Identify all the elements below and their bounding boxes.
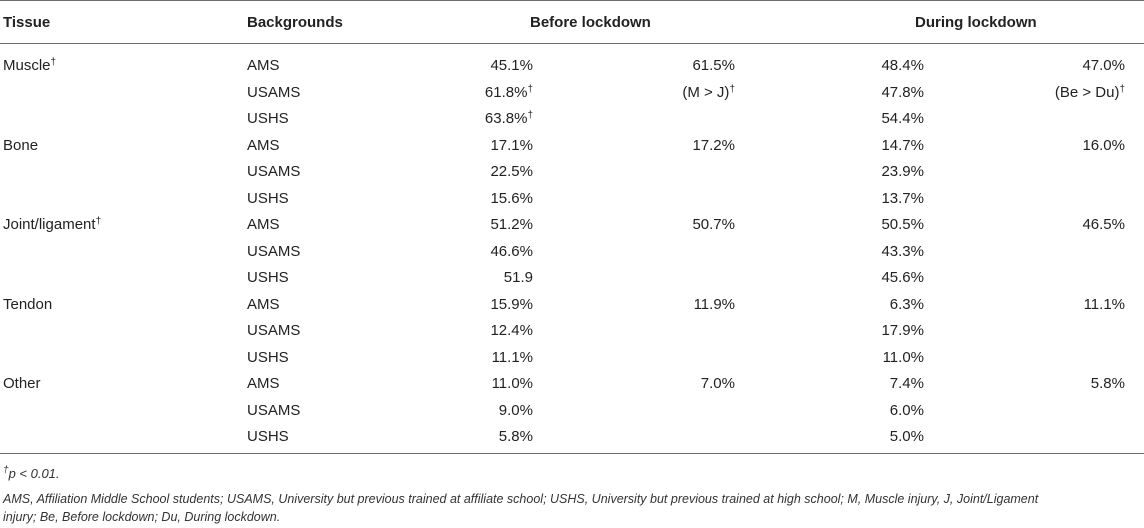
during-value-cell <box>881 137 924 155</box>
background-cell-text: USHS <box>247 428 289 445</box>
before-value-cell <box>490 163 533 181</box>
background-cell <box>247 110 289 128</box>
during-value-cell <box>890 402 924 420</box>
during-value-cell-text: 45.6% <box>881 269 924 286</box>
background-cell <box>247 216 280 234</box>
during-total-cell-text: 47.0% <box>1082 57 1125 74</box>
background-cell-text: USHS <box>247 110 289 127</box>
before-total-cell-text: 11.9% <box>693 296 735 313</box>
tissue-cell <box>3 296 52 314</box>
footnote-abbreviations-line-1: AMS, Affiliation Middle School students; USAMS, University but previous trained at affiliate school; USHS, University but previous trained at high school; M, Muscle injury, J, Joint/Ligament <box>3 492 1039 506</box>
top-rule <box>0 0 1144 1</box>
header-rule <box>0 43 1144 44</box>
background-cell-text: AMS <box>247 216 280 233</box>
footnote-p-text: p < 0.01. <box>8 466 60 481</box>
during-value-cell-text: 6.3% <box>889 296 924 313</box>
during-value-cell <box>890 428 924 446</box>
tissue-cell <box>3 375 41 393</box>
dagger-mark: † <box>1119 84 1125 95</box>
before-value-cell <box>490 216 533 234</box>
background-cell-text: AMS <box>247 137 280 154</box>
tissue-cell <box>3 137 38 155</box>
during-value-cell-text: 48.4% <box>881 57 924 74</box>
during-total-cell-text: (Be > Du) <box>1054 84 1120 101</box>
during-value-cell-text: 43.3% <box>881 243 924 260</box>
before-value-cell-text: 51.2% <box>490 216 533 233</box>
dagger-mark: † <box>527 84 533 95</box>
before-value-cell-text: 15.6% <box>490 190 533 207</box>
before-value-cell-text: 51.9 <box>503 269 533 286</box>
before-value-cell-text: 63.8% <box>484 110 528 127</box>
during-value-cell <box>881 110 924 128</box>
before-total-cell <box>682 84 735 102</box>
header-backgrounds: Backgrounds <box>247 14 343 31</box>
tissue-cell <box>3 57 56 75</box>
background-cell-text: USAMS <box>247 243 301 260</box>
before-value-cell <box>490 190 533 208</box>
during-value-cell <box>881 190 924 208</box>
background-cell <box>247 296 280 314</box>
tissue-cell <box>3 216 101 234</box>
background-cell-text: USHS <box>247 190 289 207</box>
background-cell <box>247 349 289 367</box>
during-total-cell <box>1091 375 1125 393</box>
before-value-cell <box>490 243 533 261</box>
before-value-cell <box>485 84 533 102</box>
before-value-cell-text: 12.4% <box>490 322 533 339</box>
during-value-cell <box>881 216 924 234</box>
during-value-cell <box>881 57 924 75</box>
background-cell <box>247 243 300 261</box>
background-cell-text: USHS <box>247 349 289 366</box>
tissue-cell-text: Joint/ligament <box>3 216 96 233</box>
background-cell <box>247 84 300 102</box>
during-total-cell <box>1082 216 1125 234</box>
before-value-cell-text: 15.9% <box>490 296 533 313</box>
before-total-cell-text: 17.2% <box>692 137 735 154</box>
background-cell <box>247 57 280 75</box>
background-cell <box>247 269 289 287</box>
before-value-cell-text: 17.1% <box>490 137 533 154</box>
bottom-rule <box>0 453 1144 454</box>
during-value-cell-text: 17.9% <box>881 322 924 339</box>
before-value-cell <box>485 110 533 128</box>
background-cell <box>247 322 300 340</box>
before-value-cell <box>490 296 533 314</box>
background-cell <box>247 137 280 155</box>
during-value-cell <box>883 349 924 367</box>
during-value-cell <box>881 163 924 181</box>
during-value-cell-text: 23.9% <box>881 163 924 180</box>
during-total-cell-text: 5.8% <box>1090 375 1125 392</box>
before-value-cell-text: 45.1% <box>490 57 533 74</box>
before-value-cell <box>499 428 533 446</box>
tissue-cell-text: Bone <box>3 137 39 154</box>
before-value-cell <box>504 269 533 287</box>
during-value-cell-text: 50.5% <box>881 216 924 233</box>
during-total-cell <box>1082 57 1125 75</box>
before-value-cell-text: 46.6% <box>490 243 533 260</box>
footnote-abbreviations-line-2: injury; Be, Before lockdown; Du, During lockdown. <box>3 510 281 524</box>
during-total-cell <box>1082 137 1125 155</box>
dagger-mark: † <box>729 84 735 95</box>
background-cell-text: AMS <box>247 375 280 392</box>
dagger-mark: † <box>95 216 102 227</box>
during-value-cell <box>881 243 924 261</box>
background-cell <box>247 402 300 420</box>
header-tissue: Tissue <box>3 14 51 31</box>
header-before-lockdown: Before lockdown <box>530 14 651 31</box>
background-cell-text: USAMS <box>247 322 301 339</box>
during-total-cell-text: 16.0% <box>1082 137 1125 154</box>
during-value-cell-text: 47.8% <box>881 84 924 101</box>
during-total-cell <box>1084 296 1125 314</box>
background-cell-text: AMS <box>247 296 280 313</box>
footnote-p-value <box>3 465 60 483</box>
during-value-cell-text: 13.7% <box>881 190 924 207</box>
before-total-cell <box>694 296 735 314</box>
during-value-cell-text: 7.4% <box>889 375 924 392</box>
tissue-cell-text: Other <box>3 375 41 392</box>
before-total-cell-text: 7.0% <box>700 375 735 392</box>
background-cell <box>247 375 280 393</box>
during-value-cell <box>881 322 924 340</box>
dagger-mark: † <box>527 110 533 121</box>
background-cell-text: USAMS <box>247 84 301 101</box>
before-total-cell <box>692 216 735 234</box>
before-value-cell <box>490 322 533 340</box>
before-value-cell <box>490 57 533 75</box>
background-cell-text: USAMS <box>247 402 301 419</box>
header-during-lockdown: During lockdown <box>915 14 1037 31</box>
background-cell <box>247 163 300 181</box>
before-value-cell <box>492 349 533 367</box>
before-total-cell-text: 61.5% <box>692 57 735 74</box>
tissue-cell-text: Tendon <box>3 296 53 313</box>
during-value-cell <box>890 375 924 393</box>
during-value-cell-text: 54.4% <box>881 110 924 127</box>
dagger-mark: † <box>50 57 57 68</box>
during-value-cell-text: 14.7% <box>881 137 924 154</box>
tissue-cell-text: Muscle <box>3 57 51 74</box>
background-cell-text: USHS <box>247 269 289 286</box>
during-total-cell-text: 11.1% <box>1083 296 1125 313</box>
before-value-cell-text: 9.0% <box>498 402 533 419</box>
dagger-mark: † <box>3 465 9 476</box>
before-total-cell-text: (M > J) <box>682 84 730 101</box>
before-value-cell-text: 61.8% <box>484 84 528 101</box>
during-value-cell-text: 5.0% <box>889 428 924 445</box>
before-total-cell-text: 50.7% <box>692 216 735 233</box>
during-total-cell <box>1055 84 1125 102</box>
before-value-cell <box>499 402 533 420</box>
during-total-cell-text: 46.5% <box>1082 216 1125 233</box>
background-cell-text: USAMS <box>247 163 301 180</box>
background-cell-text: AMS <box>247 57 280 74</box>
before-value-cell-text: 11.1% <box>491 349 533 366</box>
before-value-cell-text: 5.8% <box>498 428 533 445</box>
background-cell <box>247 428 289 446</box>
before-total-cell <box>701 375 735 393</box>
before-value-cell <box>492 375 533 393</box>
during-value-cell-text: 11.0% <box>882 349 924 366</box>
during-value-cell-text: 6.0% <box>889 402 924 419</box>
before-value-cell-text: 11.0% <box>491 375 533 392</box>
before-total-cell <box>692 57 735 75</box>
before-value-cell <box>490 137 533 155</box>
background-cell <box>247 190 289 208</box>
before-value-cell-text: 22.5% <box>490 163 533 180</box>
during-value-cell <box>881 269 924 287</box>
during-value-cell <box>881 84 924 102</box>
before-total-cell <box>692 137 735 155</box>
during-value-cell <box>890 296 924 314</box>
